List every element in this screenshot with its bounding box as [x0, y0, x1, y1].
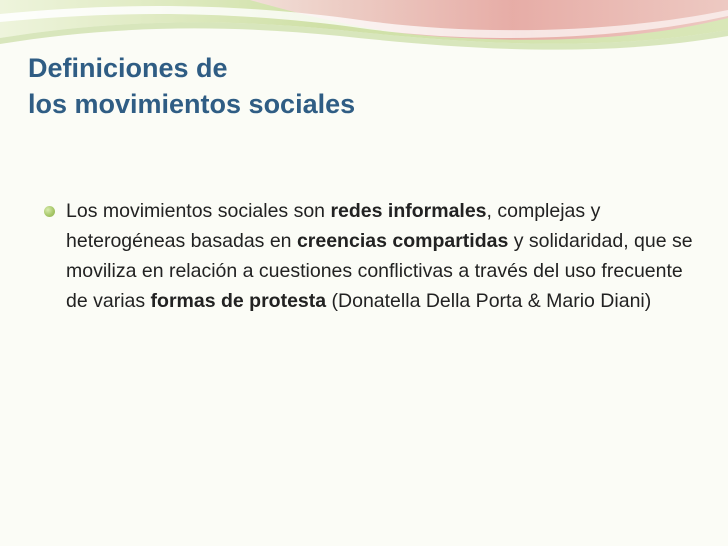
- bullet-emphasis: creencias compartidas: [296, 230, 509, 252]
- bullet-emphasis: redes informales: [330, 200, 487, 222]
- title-line-2: los movimientos sociales: [28, 89, 356, 119]
- slide-title: [28, 50, 628, 122]
- bullet-dot-icon: [44, 206, 55, 217]
- bullet-text-part: , complejas y heterogéneas basadas en: [66, 200, 601, 252]
- title-line-1: Definiciones de: [28, 53, 228, 83]
- bullet-text-part: y solidaridad, que se moviliza en relación a cuestiones conflictivas a través del uso frecuente de varias: [66, 230, 693, 312]
- bullet-item: [44, 196, 694, 316]
- bullet-text: [66, 200, 693, 312]
- bullet-emphasis: formas de protesta: [150, 290, 327, 312]
- bullet-text-part: Los movimientos sociales son: [66, 200, 331, 222]
- bullet-text-part: (Donatella Della Porta & Mario Diani): [326, 290, 652, 312]
- slide-content: [44, 196, 694, 316]
